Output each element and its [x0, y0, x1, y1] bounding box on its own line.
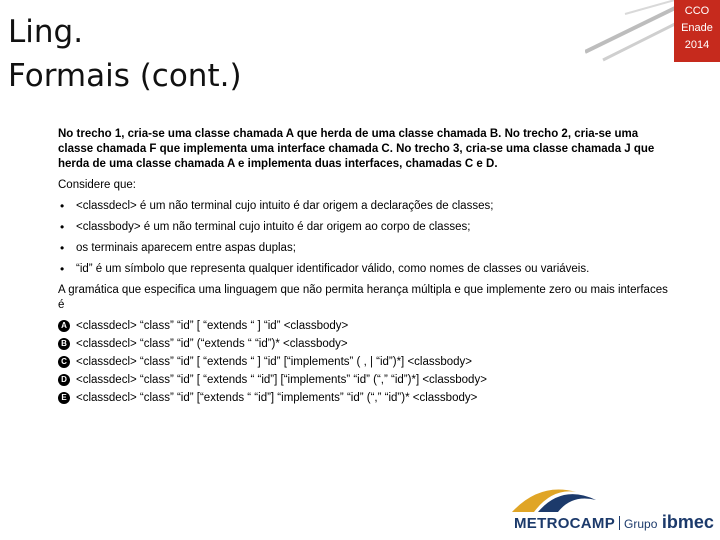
answer-option-c[interactable]	[58, 353, 668, 371]
answer-option-e[interactable]	[58, 389, 668, 407]
option-letter-a-icon: A	[58, 320, 70, 332]
consideration-item: • os terminais aparecem entre aspas duplas;	[58, 241, 668, 256]
answer-option-b[interactable]	[58, 335, 668, 353]
badge-line-2: Enade	[681, 22, 713, 34]
option-text: <classdecl> “class” “id” [ “extends “ ] “id” [“implements” ( , | “id”)*] <classbody>	[76, 355, 473, 368]
logo-metrocamp-text: METROCAMP	[514, 515, 616, 532]
logo-divider	[619, 516, 620, 530]
corner-stripes-decoration	[585, 0, 675, 70]
answer-option-d[interactable]	[58, 371, 668, 389]
metrocamp-logo-icon	[510, 478, 600, 514]
slide-title	[8, 10, 242, 98]
option-letter-d-icon: D	[58, 374, 70, 386]
option-text: <classdecl> “class” “id” (“extends “ “id”)* <classbody>	[76, 337, 348, 350]
option-letter-e-icon: E	[58, 392, 70, 404]
question-content	[58, 127, 668, 407]
slide-title-line-2: Formais (cont.)	[8, 58, 242, 94]
considerations-list	[58, 199, 668, 277]
answer-options	[58, 317, 668, 407]
option-text: <classdecl> “class” “id” [ “extends “ ] “id” <classbody>	[76, 319, 349, 332]
metrocamp-logo	[514, 512, 714, 533]
logo-ibmec-text: ibmec	[661, 512, 714, 532]
enade-badge	[674, 0, 720, 62]
option-letter-c-icon: C	[58, 356, 70, 368]
consideration-item: • <classdecl> é um não terminal cujo intuito é dar origem a declarações de classes;	[58, 199, 668, 214]
option-text: <classdecl> “class” “id” [ “extends “ “id”] [“implements” “id” (“,” “id”)*] <classbody>	[76, 373, 487, 386]
slide-title-line-1: Ling.	[8, 14, 84, 50]
question-prompt: A gramática que especifica uma linguagem que não permita herança múltipla e que implemente zero ou mais interfaces é	[58, 284, 668, 311]
consideration-item: • <classbody> é um não terminal cujo intuito é dar origem ao corpo de classes;	[58, 220, 668, 235]
answer-option-a[interactable]	[58, 317, 668, 335]
badge-line-3: 2014	[684, 39, 710, 51]
option-letter-b-icon: B	[58, 338, 70, 350]
badge-line-1: CCO	[684, 5, 710, 17]
option-text: <classdecl> “class” “id” [“extends “ “id”] “implements” “id” (“,” “id”)* <classbody>	[76, 391, 478, 404]
logo-grupo-text: Grupo	[624, 517, 658, 531]
intro-paragraph: No trecho 1, cria-se uma classe chamada A que herda de uma classe chamada B. No trecho 2, cria-se uma classe chamada F que implementa uma interface chamada C. No trecho 3, cria-se uma classe chamada J que herda de uma classe chamada A e implementa duas interfaces, chamadas C e D.	[58, 128, 655, 170]
consider-label: Considere que:	[58, 179, 136, 191]
consideration-item: • “id” é um símbolo que representa qualquer identificador válido, como nomes de classes ou variáveis.	[58, 262, 668, 277]
